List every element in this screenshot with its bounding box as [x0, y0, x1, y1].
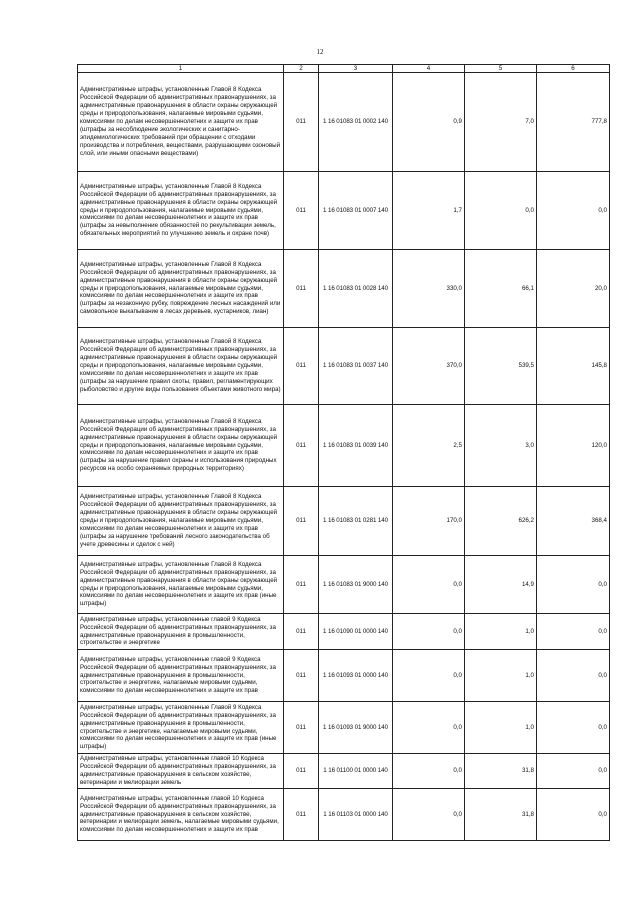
row-description: Административные штрафы, установленные главой 9 Кодекса Российской Федерации об административных правонарушениях, за административные правонарушения в промышленности, строительстве и энергетике: [78, 614, 284, 650]
row-col5-value: 539,5: [465, 328, 537, 405]
row-budget-code: 1 16 01090 01 0000 140: [319, 614, 393, 650]
row-col4-value: 330,0: [393, 250, 465, 328]
row-description: Административные штрафы, установленные главой 10 Кодекса Российской Федерации об административных правонарушениях, за административные правонарушения в сельском хозяйстве, ветеринарии и мелиорации земель, налагаемые мировыми судьями, комиссиями по делам несовершеннолетних и защите их прав: [78, 789, 284, 841]
row-budget-code: 1 16 01103 01 0000 140: [319, 789, 393, 841]
header-col-3: 3: [319, 65, 393, 73]
table-row: [78, 73, 610, 172]
table-row: [78, 556, 610, 614]
row-col4-value: 0,0: [393, 556, 465, 614]
row-admin-code: 011: [284, 754, 319, 789]
row-description: Административные штрафы, установленные главой 9 Кодекса Российской Федерации об административных правонарушениях, за административные правонарушения в промышленности, строительстве и энергетике, налагаемые мировыми судьями, комиссиями по делам несовершеннолетних и защите их прав: [78, 650, 284, 702]
row-admin-code: 011: [284, 487, 319, 556]
row-admin-code: 011: [284, 614, 319, 650]
row-budget-code: 1 16 01083 01 0002 140: [319, 73, 393, 172]
row-col6-value: 368,4: [537, 487, 610, 556]
row-col6-value: 20,0: [537, 250, 610, 328]
row-col4-value: 0,0: [393, 702, 465, 754]
row-description: Административные штрафы, установленные Главой 8 Кодекса Российской Федерации об административных правонарушениях, за административные правонарушения в области охраны окружающей среды и природопользования, налагаемые мировыми судьями, комиссиями по делам несовершеннолетних и защите их прав (штрафы за нарушение правил охоты, правил, регламентирующих рыболовство и другие виды пользования объектами животного мира): [78, 328, 284, 405]
row-col5-value: 626,2: [465, 487, 537, 556]
row-budget-code: 1 16 01093 01 0000 140: [319, 650, 393, 702]
row-budget-code: 1 16 01083 01 0039 140: [319, 405, 393, 487]
row-col5-value: 31,8: [465, 789, 537, 841]
table-row: [78, 614, 610, 650]
row-col4-value: 0,9: [393, 73, 465, 172]
row-col6-value: 0,0: [537, 556, 610, 614]
row-description: Административные штрафы, установленные Главой 8 Кодекса Российской Федерации об административных правонарушениях, за административные правонарушения в области охраны окружающей среды и природопользования, налагаемые мировыми судьями, комиссиями по делам несовершеннолетних и защите их прав (штрафы за нарушение требований лесного законодательства об учете древесины и сделок с ней): [78, 487, 284, 556]
row-description: Административные штрафы, установленные Главой 8 Кодекса Российской Федерации об административных правонарушениях, за административные правонарушения в области охраны окружающей среды и природопользования, налагаемые мировыми судьями, комиссиями по делам несовершеннолетних и защите их прав (штрафы за несоблюдение экологических и санитарно-эпидемиологических требований при обращении с отходами производства и потребления, веществами, разрушающими озоновый слой, или иными опасными веществами): [78, 73, 284, 172]
row-col5-value: 1,0: [465, 614, 537, 650]
page-number: 12: [316, 48, 324, 56]
header-col-4: 4: [393, 65, 465, 73]
row-col6-value: 120,0: [537, 405, 610, 487]
row-col4-value: 0,0: [393, 650, 465, 702]
row-description: Административные штрафы, установленные Главой 8 Кодекса Российской Федерации об административных правонарушениях, за административные правонарушения в области охраны окружающей среды и природопользования, налагаемые мировыми судьями, комиссиями по делам несовершеннолетних и защите их прав (штрафы за невыполнение обязанностей по рекультивации земель, обязательных мероприятий по улучшению земель и охране почв): [78, 172, 284, 250]
row-col6-value: 145,8: [537, 328, 610, 405]
table-row: [78, 328, 610, 405]
row-col6-value: 0,0: [537, 650, 610, 702]
table-row: [78, 172, 610, 250]
table-row: [78, 650, 610, 702]
row-budget-code: 1 16 01083 01 0028 140: [319, 250, 393, 328]
header-col-6: 6: [537, 65, 610, 73]
table-header-row: [78, 65, 610, 73]
row-budget-code: 1 16 01083 01 0281 140: [319, 487, 393, 556]
row-budget-code: 1 16 01083 01 0037 140: [319, 328, 393, 405]
row-col4-value: 2,5: [393, 405, 465, 487]
table-row: [78, 250, 610, 328]
row-col5-value: 1,0: [465, 702, 537, 754]
row-col5-value: 31,8: [465, 754, 537, 789]
row-col6-value: 777,8: [537, 73, 610, 172]
row-col4-value: 170,0: [393, 487, 465, 556]
table-row: [78, 487, 610, 556]
row-col4-value: 0,0: [393, 614, 465, 650]
budget-table: [77, 64, 610, 841]
row-col5-value: 7,0: [465, 73, 537, 172]
row-budget-code: 1 16 01083 01 0007 140: [319, 172, 393, 250]
row-col5-value: 0,0: [465, 172, 537, 250]
row-admin-code: 011: [284, 789, 319, 841]
row-col4-value: 0,0: [393, 789, 465, 841]
row-col5-value: 14,9: [465, 556, 537, 614]
row-admin-code: 011: [284, 73, 319, 172]
row-admin-code: 011: [284, 650, 319, 702]
row-col6-value: 0,0: [537, 172, 610, 250]
table-row: [78, 702, 610, 754]
row-admin-code: 011: [284, 172, 319, 250]
row-col5-value: 66,1: [465, 250, 537, 328]
row-col4-value: 0,0: [393, 754, 465, 789]
row-admin-code: 011: [284, 328, 319, 405]
row-budget-code: 1 16 01083 01 9000 140: [319, 556, 393, 614]
header-col-5: 5: [465, 65, 537, 73]
row-col4-value: 1,7: [393, 172, 465, 250]
row-budget-code: 1 16 01100 01 0000 140: [319, 754, 393, 789]
row-col5-value: 3,0: [465, 405, 537, 487]
row-col6-value: 0,0: [537, 614, 610, 650]
row-description: Административные штрафы, установленные Главой 8 Кодекса Российской Федерации об административных правонарушениях, за административные правонарушения в области охраны окружающей среды и природопользования, налагаемые мировыми судьями, комиссиями по делам несовершеннолетних и защите их прав (штрафы за нарушение правил охраны и использования природных ресурсов на особо охраняемых природных территориях): [78, 405, 284, 487]
row-admin-code: 011: [284, 556, 319, 614]
header-col-1: 1: [78, 65, 284, 73]
row-col6-value: 0,0: [537, 789, 610, 841]
row-description: Административные штрафы, установленные Главой 8 Кодекса Российской Федерации об административных правонарушениях, за административные правонарушения в области охраны окружающей среды и природопользования, налагаемые мировыми судьями, комиссиями по делам несовершеннолетних и защите их прав (иные штрафы): [78, 556, 284, 614]
table-row: [78, 754, 610, 789]
row-description: Административные штрафы, установленные Главой 9 Кодекса Российской Федерации об административных правонарушениях, за административные правонарушения в промышленности, строительстве и энергетике, налагаемые мировыми судьями, комиссиями по делам несовершеннолетних и защите их прав (иные штрафы): [78, 702, 284, 754]
row-col6-value: 0,0: [537, 702, 610, 754]
row-budget-code: 1 16 01093 01 9000 140: [319, 702, 393, 754]
table-row: [78, 789, 610, 841]
row-description: Административные штрафы, установленные главой 10 Кодекса Российской Федерации об административных правонарушениях, за административные правонарушения в сельском хозяйстве, ветеринарии и мелиорации земель: [78, 754, 284, 789]
row-admin-code: 011: [284, 405, 319, 487]
row-col6-value: 0,0: [537, 754, 610, 789]
header-col-2: 2: [284, 65, 319, 73]
row-col5-value: 1,0: [465, 650, 537, 702]
row-admin-code: 011: [284, 702, 319, 754]
row-col4-value: 370,0: [393, 328, 465, 405]
row-description: Административные штрафы, установленные Главой 8 Кодекса Российской Федерации об административных правонарушениях, за административные правонарушения в области охраны окружающей среды и природопользования, налагаемые мировыми судьями, комиссиями по делам несовершеннолетних и защите их прав (штрафы за незаконную рубку, повреждение лесных насаждений или самовольное выкапывание в лесах деревьев, кустарников, лиан): [78, 250, 284, 328]
table-row: [78, 405, 610, 487]
row-admin-code: 011: [284, 250, 319, 328]
